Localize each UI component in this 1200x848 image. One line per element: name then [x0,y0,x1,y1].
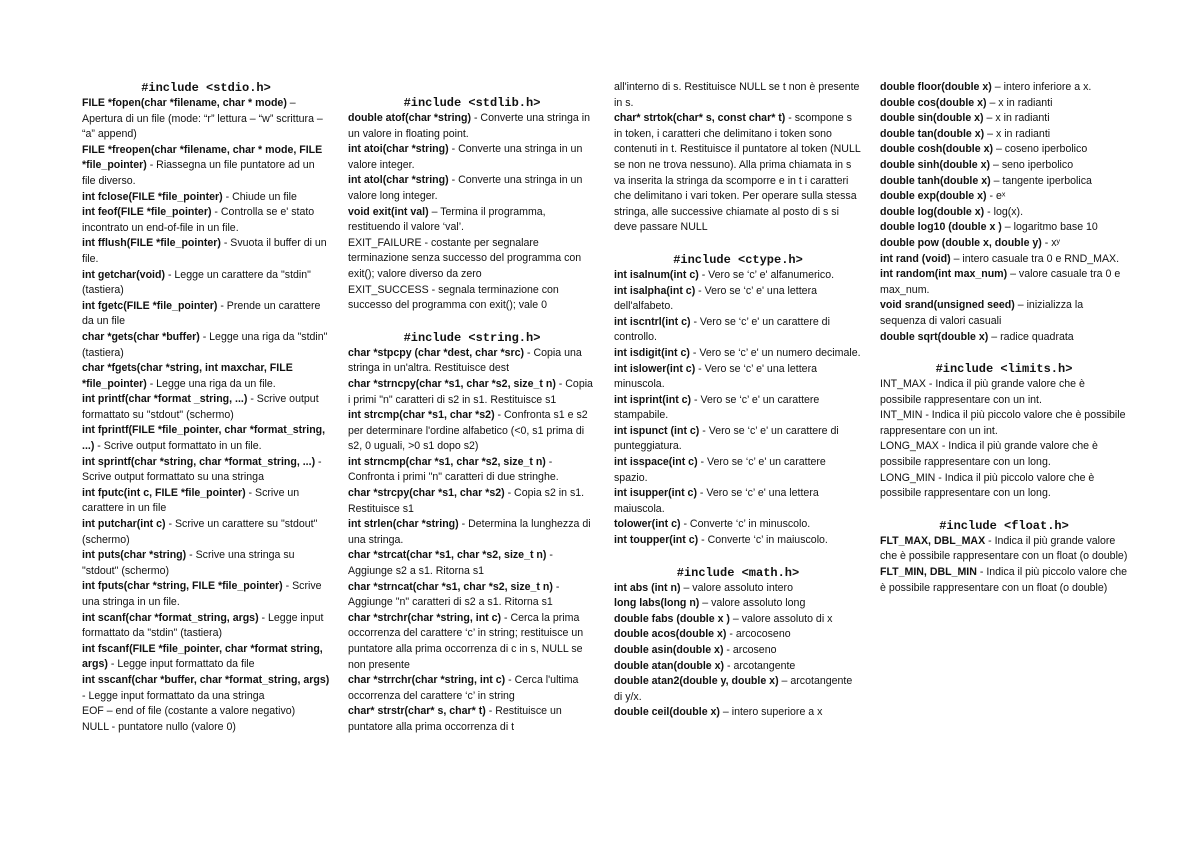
function-entry [880,408,1128,439]
function-description: - Legge un carattere da "stdin" (tastiera) [82,268,311,297]
function-entry [880,142,1128,158]
function-entry [82,579,330,610]
function-description: - log(x). [984,205,1024,218]
function-entry [82,236,330,267]
function-entry [880,377,1128,408]
section-header: #include <string.h> [403,330,541,345]
function-entry [880,330,1128,346]
function-signature: FLT_MAX, DBL_MAX [880,534,986,547]
function-signature: int atoi(char *string) [348,143,449,156]
function-entry [880,298,1128,329]
function-signature: FILE *freopen(char *filename, char * mode, FILE *file_pointer) [82,143,323,172]
function-entry [614,111,862,236]
function-description: EXIT_FAILURE - costante per segnalare terminazione senza successo del programma con exit(); valore diverso da zero [348,236,582,280]
function-signature: int fputc(int c, FILE *file_pointer) [82,486,246,499]
function-description: EOF – end of file (costante a valore negativo) [82,705,296,718]
column-4 [880,80,1128,596]
function-entry [614,486,862,517]
function-entry [614,80,862,111]
function-entry [348,283,596,314]
function-entry [880,111,1128,127]
section-header: #include <math.h> [676,565,800,580]
function-entry [880,158,1128,174]
function-description: - xʸ [1041,236,1060,249]
function-description: – valore assoluto di x [729,612,833,625]
function-entry [880,174,1128,190]
function-description: – valore assoluto long [699,597,806,610]
function-signature: int isalpha(int c) [614,284,696,297]
section-header: #include <stdlib.h> [403,96,541,110]
function-signature: int iscntrl(int c) [614,315,691,328]
function-description: - Scrive output formattato su una stringa [82,455,322,484]
function-signature: int isdigit(int c) [614,346,690,359]
function-entry [82,642,330,673]
function-entry [614,393,862,424]
function-signature: int isprint(int c) [614,393,692,406]
function-description: - Scrive una stringa su "stdout" (schermo) [82,549,295,577]
function-signature: double log(double x) [880,205,985,218]
function-signature: int strcmp(char *s1, char *s2) [348,409,495,422]
function-description: - Vero se ‘c’ e' un carattere stampabile. [614,393,820,422]
function-signature: char* strtok(char* s, const char* t) [614,112,786,125]
function-signature: long labs(long n) [614,597,700,610]
section-gap [614,549,862,565]
section-header: #include <stdio.h> [141,81,271,95]
function-description: - Svuota il buffer di un file. [82,237,327,265]
function-description: – Termina il programma, restituendo il valore ‘val’. [348,205,546,234]
function-description: - Vero se ‘c’ e' alfanumerico. [698,268,835,281]
function-signature: double acos(double x) [614,628,727,641]
function-description: - Riassegna un file puntatore ad un file diverso. [82,159,315,187]
function-entry [348,173,596,204]
function-signature: int toupper(int c) [614,534,699,547]
function-signature: int strncmp(char *s1, char *s2, size_t n) [348,455,546,468]
function-entry [82,361,330,392]
function-entry [82,548,330,579]
function-signature: int scanf(char *format_string, args) [82,611,259,624]
function-description: – tangente iperbolica [990,174,1092,187]
function-signature: int fgetc(FILE *file_pointer) [82,299,218,312]
function-entry [614,315,862,346]
function-signature: int sscanf(char *buffer, char *format_string, args) [82,673,330,686]
function-description: - Scrive una stringa in un file. [82,580,322,608]
function-signature: int getchar(void) [82,268,165,281]
function-entry [614,455,862,486]
function-entry [348,580,596,611]
function-signature: int islower(int c) [614,362,696,375]
function-entry [614,596,862,612]
function-signature: int isalnum(int c) [614,268,699,281]
function-signature: int fscanf(FILE *file_pointer, char *format string, args) [82,642,323,671]
function-entry [880,96,1128,112]
function-description: - Scrive output formattato su "stdout" (schermo) [82,393,319,421]
function-signature: char* strstr(char* s, char* t) [348,705,486,718]
function-entry [614,627,862,643]
function-description: - Confronta s1 e s2 per determinare l'ordine alfabetico (<0, s1 prima di s2, 0 uguali, >0 s1 dopo s2) [348,409,588,453]
function-entry [614,659,862,675]
function-description: LONG_MIN - Indica il più piccolo valore che è possibile rappresentare con un long. [880,471,1095,500]
column-3 [614,80,862,721]
function-signature: char *strcpy(char *s1, char *s2) [348,487,505,500]
library-section [614,252,862,549]
function-signature: double cos(double x) [880,96,987,109]
function-description: – coseno iperbolico [993,143,1088,156]
function-signature: char *strncat(char *s1, char *s2, size_t n) [348,580,553,593]
library-section [348,95,596,314]
column-2 [348,95,596,736]
function-entry [82,299,330,330]
function-description: - arcotangente [724,659,796,672]
function-signature: int feof(FILE *file_pointer) [82,206,212,219]
function-entry [82,392,330,423]
function-entry [348,236,596,283]
function-description: - Legge input formattato da una stringa [82,689,265,702]
function-entry [614,346,862,362]
function-entry [348,142,596,173]
function-entry [880,252,1128,268]
function-entry [614,517,862,533]
function-signature: double fabs (double x ) [614,612,730,625]
function-signature: double floor(double x) [880,81,992,93]
function-signature: double asin(double x) [614,644,724,656]
function-signature: char *stpcpy (char *dest, char *src) [348,346,525,359]
function-entry [880,127,1128,143]
function-entry [348,548,596,579]
library-section [348,330,596,736]
function-description: - Confronta i primi "n" caratteri di due stringhe. [348,455,559,484]
column-1 [82,80,330,735]
function-description: INT_MIN - Indica il più piccolo valore che è possibile rappresentare con un int. [880,409,1126,437]
function-description: INT_MAX - Indica il più grande valore che è possibile rappresentare con un int. [880,378,1085,406]
function-description: – x in radianti [986,96,1053,109]
section-gap [614,236,862,252]
function-description: - arcoseno [723,644,777,656]
function-description: - Vero se ‘c’ e' una lettera maiuscola. [614,487,819,515]
function-signature: int printf(char *format _string, ...) [82,393,248,406]
function-description: - Converte una stringa in un valore in floating point. [348,112,590,140]
library-section [880,361,1128,502]
function-signature: double atan2(double y, double x) [614,675,779,688]
function-entry [82,190,330,206]
function-signature: double tan(double x) [880,127,985,140]
function-description: - Copia i primi "n" caratteri di s2 in s1. Restituisce s1 [348,377,593,406]
library-section [614,80,862,236]
function-signature: char *strrchr(char *string, int c) [348,674,506,687]
function-entry [348,408,596,455]
function-description: - Cerca l'ultima occorrenza del carattere ‘c’ in string [348,674,579,702]
function-entry [348,455,596,486]
function-signature: int isupper(int c) [614,487,697,500]
function-description: - Vero se ‘c’ e' un carattere spazio. [614,456,826,484]
function-signature: tolower(int c) [614,518,681,531]
function-description: - Legge input formattato da "stdin" (tastiera) [82,611,324,640]
function-entry [614,674,862,705]
function-entry [348,611,596,673]
function-entry [614,268,862,284]
function-entry [82,96,330,143]
function-description: – x in radianti [984,127,1051,140]
function-signature: int putchar(int c) [82,518,166,531]
function-description: - Vero se ‘c’ e' un carattere di punteggiatura. [614,424,839,453]
function-description: - Legge input formattato da file [107,658,255,671]
function-description: – arcotangente di y/x. [614,675,853,703]
function-entry [348,486,596,517]
function-entry [82,673,330,704]
function-signature: int atol(char *string) [348,174,449,187]
function-description: - Aggiunge "n" caratteri di s2 a s1. Ritorna s1 [348,580,560,609]
function-signature: FLT_MIN, DBL_MIN [880,566,977,579]
function-signature: int random(int max_num) [880,268,1008,281]
function-signature: double exp(double x) [880,190,987,203]
function-signature: double log10 (double x ) [880,221,1002,234]
function-signature: double sin(double x) [880,112,984,125]
function-signature: void srand(unsigned seed) [880,299,1015,312]
function-signature: double pow (double x, double y) [880,236,1042,249]
function-description: - Vero se ‘c’ e' una lettera dell'alfabeto. [614,284,817,313]
library-section [614,565,862,721]
library-section [880,518,1128,596]
function-description: – intero casuale tra 0 e RND_MAX. [950,252,1120,265]
function-signature: char *strchr(char *string, int c) [348,611,502,624]
section-gap [348,314,596,330]
function-entry [348,205,596,236]
function-entry [348,673,596,704]
function-description: - Scrive un carattere in un file [82,486,300,515]
function-description: - Converte una stringa in un valore long integer. [348,174,583,202]
function-entry [82,486,330,517]
function-description: - Aggiunge s2 a s1. Ritorna s1 [348,549,553,578]
function-description: - Vero se ‘c’ e' un numero decimale. [689,346,861,359]
function-description: - Converte una stringa in un valore integer. [348,143,583,171]
function-signature: int puts(char *string) [82,549,187,562]
function-description: - arcocoseno [726,628,791,641]
section-header: #include <ctype.h> [673,252,803,267]
function-description: – intero superiore a x [719,706,823,719]
function-entry [880,534,1128,565]
function-entry [348,377,596,408]
function-entry [82,205,330,236]
function-description: – Apertura di un file (mode: “r” lettura – “w” scrittura – “a” append) [82,97,323,141]
function-description: - Chiude un file [222,190,297,203]
function-description: - Converte ‘c’ in maiuscolo. [698,534,828,547]
function-signature: double tanh(double x) [880,174,991,187]
function-signature: double sinh(double x) [880,158,991,171]
function-description: - Indica il più piccolo valore che è possibile rappresentare con un float (o double) [880,566,1128,594]
function-description: – valore casuale tra 0 e max_num. [880,268,1121,296]
function-entry [880,565,1128,596]
function-signature: double sqrt(double x) [880,330,989,343]
function-description: - Copia una stringa in un'altra. Restituisce dest [348,346,582,375]
function-signature: int fflush(FILE *file_pointer) [82,237,221,250]
function-description: – intero inferiore a x. [991,81,1092,93]
function-entry [348,517,596,548]
library-section [880,80,1128,345]
function-entry [880,220,1128,236]
function-entry [82,423,330,454]
function-description: - Legge una riga da "stdin" (tastiera) [82,330,328,359]
function-signature: int ispunct (int c) [614,424,700,437]
function-entry [82,143,330,190]
function-description: - scompone s in token, i caratteri che delimitano i token sono contenuti in t. Restituisce il puntatore al token (NULL se non ne trova nessuno). Alla prima chiamata in s va inserita la stringa da scomporre e in t i caratteri che delimitano i vari token. Per operare sulla stessa stringa, alle successive chiamate al posto di s si deve passare NULL [614,112,861,234]
function-signature: int isspace(int c) [614,456,698,469]
function-description: - Copia s2 in s1. Restituisce s1 [348,487,585,515]
function-entry [880,439,1128,470]
function-description: EXIT_SUCCESS - segnala terminazione con successo del programma con exit(); vale 0 [348,283,559,312]
function-description: – valore assoluto intero [680,581,793,594]
function-entry [880,267,1128,298]
function-entry [82,330,330,361]
function-entry [82,455,330,486]
function-signature: int rand (void) [880,252,951,265]
function-entry [614,284,862,315]
function-description: - Indica il più grande valore che è possibile rappresentare con un float (o double) [880,534,1128,563]
function-description: all'interno di s. Restituisce NULL se t non è presente in s. [614,81,860,109]
function-signature: int sprintf(char *string, char *format_string, ...) [82,455,316,468]
function-entry [880,80,1128,96]
function-description: LONG_MAX - Indica il più grande valore che è possibile rappresentare con un long. [880,440,1098,469]
function-description: - eˣ [986,190,1006,203]
function-entry [614,581,862,597]
function-signature: double atan(double x) [614,659,725,672]
function-entry [348,111,596,142]
function-signature: char *gets(char *buffer) [82,330,200,343]
function-description: - Restituisce un puntatore alla prima occorrenza di t [348,705,562,733]
function-entry [614,705,862,721]
function-entry [82,611,330,642]
function-description: – inizializza la sequenza di valori casuali [880,299,1084,327]
section-header: #include <float.h> [939,518,1069,533]
section-gap [880,345,1128,361]
function-signature: int strlen(char *string) [348,518,459,531]
section-gap [880,502,1128,518]
function-entry [348,704,596,735]
function-signature: double atof(char *string) [348,112,472,124]
function-signature: int fclose(FILE *file_pointer) [82,190,223,203]
function-description: - Scrive un carattere su "stdout" (schermo) [82,518,318,546]
function-description: - Cerca la prima occorrenza del carattere ‘c’ in string; restituisce un puntatore alla prima occorrenza di c in s, NULL se non presente [348,611,584,671]
function-signature: int abs (int n) [614,581,681,594]
section-header: #include <limits.h> [935,362,1073,377]
function-description: - Determina la lunghezza di una stringa. [348,518,591,546]
function-description: – radice quadrata [988,330,1074,343]
function-entry [82,720,330,736]
function-entry [614,424,862,455]
function-entry [614,643,862,659]
function-signature: char *fgets(char *string, int maxchar, FILE *file_pointer) [82,362,293,390]
function-description: NULL - puntatore nullo (valore 0) [82,720,236,733]
function-description: - Vero se ‘c’ e' una lettera minuscola. [614,362,817,391]
function-entry [880,236,1128,252]
function-description: – seno iperbolico [990,158,1074,171]
function-description: - Prende un carattere da un file [82,299,321,328]
function-description: - Scrive output formattato in un file. [94,440,262,453]
function-signature: int fprintf(FILE *file_pointer, char *format_string, ...) [82,424,326,453]
function-signature: FILE *fopen(char *filename, char * mode) [82,97,287,109]
function-entry [82,517,330,548]
function-entry [614,533,862,549]
function-entry [880,205,1128,221]
function-description: - Legge una riga da un file. [146,377,276,390]
function-entry [880,471,1128,502]
library-section [82,80,330,735]
function-description: - Vero se ‘c’ e' un carattere di controllo. [614,315,830,344]
function-entry [880,189,1128,205]
function-description: – x in radianti [983,112,1050,125]
function-entry [348,346,596,377]
function-signature: double ceil(double x) [614,706,720,719]
function-entry [82,704,330,720]
function-description: - Controlla se e' stato incontrato un end-of-file in un file. [82,206,315,234]
function-description: – logaritmo base 10 [1001,221,1098,234]
function-signature: int fputs(char *string, FILE *file_pointer) [82,580,283,593]
function-entry [82,268,330,299]
function-signature: char *strcat(char *s1, char *s2, size_t n) [348,549,547,562]
function-signature: char *strncpy(char *s1, char *s2, size_t n) [348,377,556,390]
function-signature: double cosh(double x) [880,143,993,156]
function-entry [614,362,862,393]
function-entry [614,612,862,628]
function-description: - Converte ‘c’ in minuscolo. [680,518,811,531]
function-signature: void exit(int val) [348,205,429,218]
